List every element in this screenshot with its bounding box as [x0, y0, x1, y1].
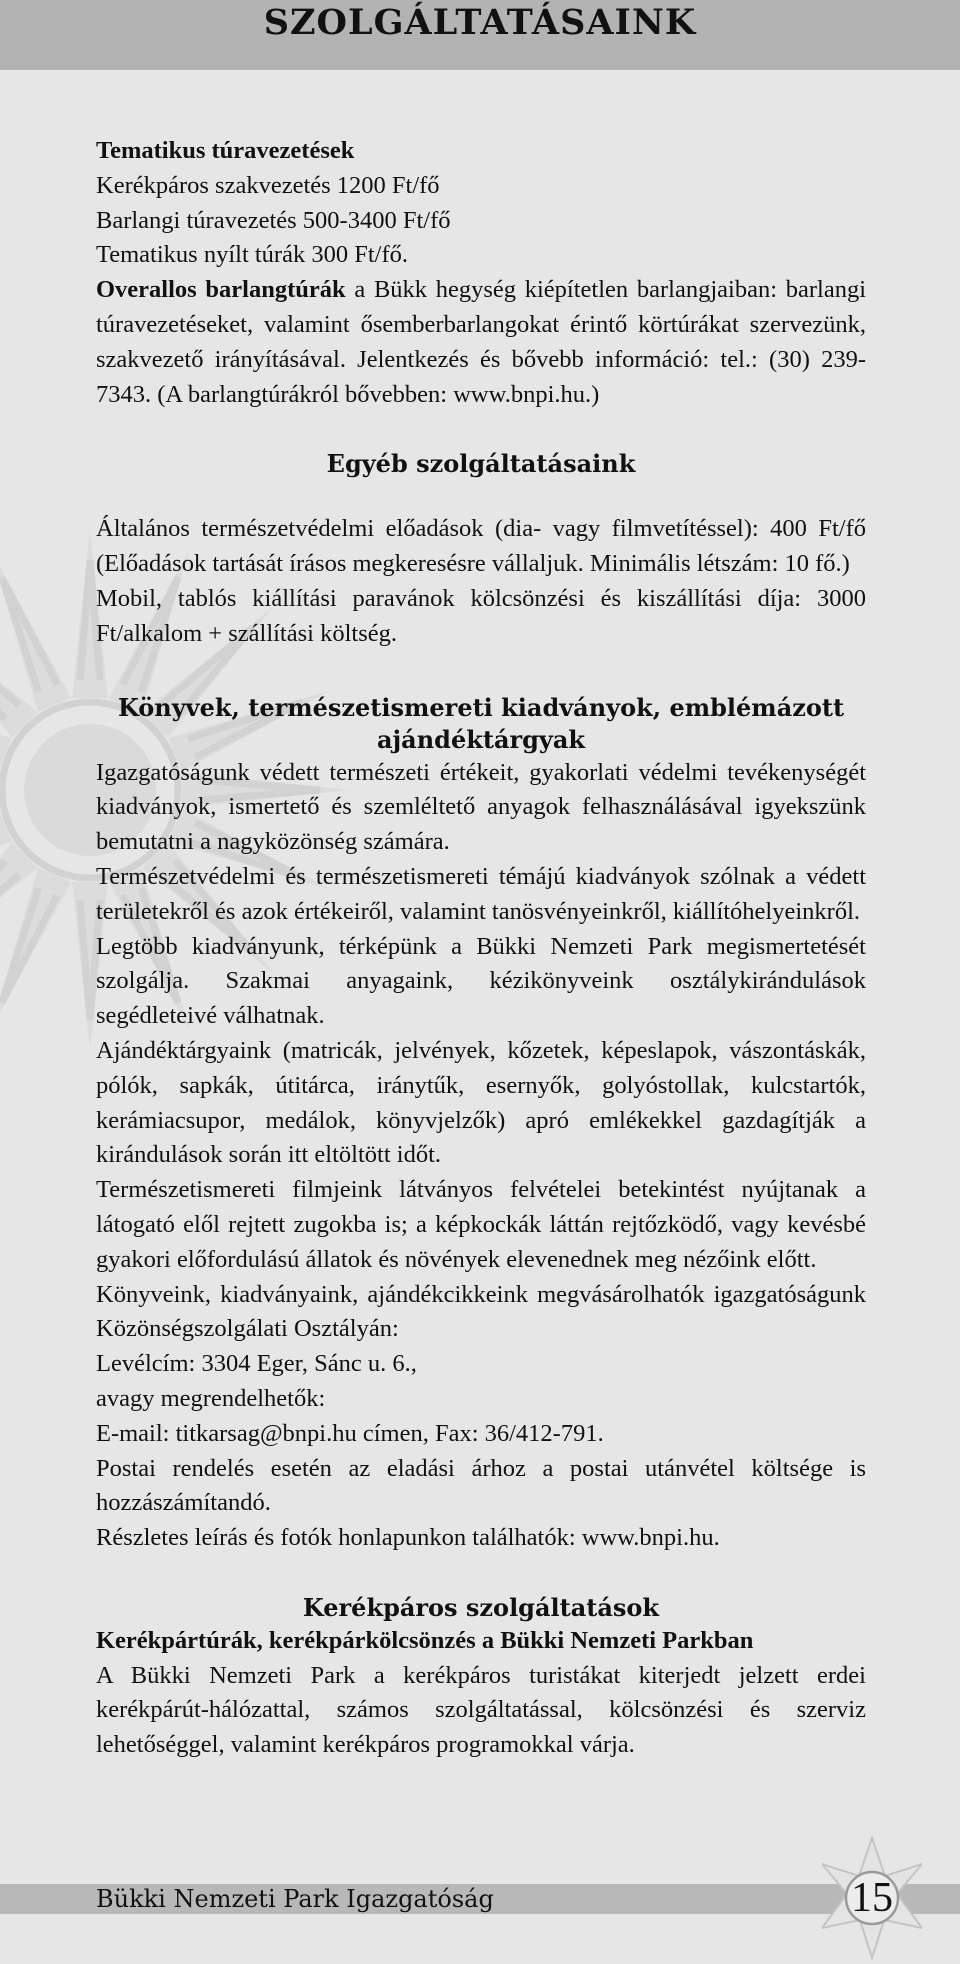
- paragraph: Általános természetvédelmi előadások (dia- vagy filmvetítéssel): 400 Ft/fő (Előadások tartását írásos megkeresésre vállaljuk. Minimális létszám: 10 fő.): [96, 515, 866, 578]
- bike-subtitle: Kerékpártúrák, kerékpárkölcsönzés a Bükki Nemzeti Parkban: [96, 1626, 754, 1654]
- footer-organization: Bükki Nemzeti Park Igazgatóság: [96, 1885, 494, 1913]
- paragraph: Mobil, tablós kiállítási paravánok kölcsönzési és kiszállítási díja: 3000 Ft/alkalom + szállítási költség.: [96, 584, 866, 647]
- price-line: Barlangi túravezetés 500-3400 Ft/fő: [96, 206, 451, 234]
- main-content: [96, 134, 866, 1763]
- postal-address: Levélcím: 3304 Eger, Sánc u. 6.,: [96, 1350, 417, 1378]
- price-line: Kerékpáros szakvezetés 1200 Ft/fő: [96, 171, 440, 199]
- section-heading-tours: Tematikus túravezetések: [96, 137, 355, 164]
- cave-tour-paragraph: [96, 273, 866, 412]
- cave-tour-text: a Bükk hegység kiépítetlen barlangjaiban: barlangi túravezetéseket, valamint ősemberbarlangokat érintő körtúrákat szervezünk, szakvezető irányításával. Jelentkezés és bővebb információ: tel.: (30) 239-7343. (A barlangtúrákról bővebben: www.bnpi.hu.): [96, 276, 866, 408]
- header-bar: [0, 0, 960, 70]
- website-line: Részletes leírás és fotók honlapunkon találhatók: www.bnpi.hu.: [96, 1524, 720, 1552]
- paragraph: Könyveink, kiadványaink, ajándékcikkeink megvásárolhatók igazgatóságunk Közönségszolgálati Osztályán:: [96, 1280, 866, 1343]
- paragraph: A Bükki Nemzeti Park a kerékpáros turistákat kiterjedt jelzett erdei kerékpárút-hálózattal, számos szolgáltatással, kölcsönzési és szerviz lehetőséggel, valamint kerékpáros programokkal várja.: [96, 1661, 866, 1759]
- page-title: SZOLGÁLTATÁSAINK: [263, 2, 697, 43]
- section-heading-bike: Kerékpáros szolgáltatások: [302, 1592, 660, 1622]
- paragraph: Ajándéktárgyaink (matricák, jelvények, kőzetek, képeslapok, vászontáskák, pólók, sapkák, útitárca, iránytűk, esernyők, golyóstollak, kulcstartók, kerámiacsupor, medálok, könyvjelzők) apró emlékekkel gazdagítják a kirándulások során itt eltöltött időt.: [96, 1036, 866, 1169]
- paragraph: Természetvédelmi és természetismereti témájú kiadványok szólnak a védett területekről és azok értékeiről, valamint tanösvényeinkről, kiállítóhelyeinkről.: [96, 862, 866, 925]
- section-heading-other: Egyéb szolgáltatásaink: [326, 449, 636, 479]
- paragraph: Természetismereti filmjeink látványos felvételei betekintést nyújtanak a látogató elől rejtett zugokba is; a képkockák láttán rejtőzködő, vagy kevésbé gyakori előfordulású állatok és növények elevenednek meg nézőink előtt.: [96, 1176, 866, 1273]
- order-line: avagy megrendelhetők:: [96, 1384, 326, 1412]
- cave-tour-lead: Overallos barlangtúrák: [96, 276, 346, 304]
- section-heading-books: Könyvek, természetismereti kiadványok, emblémázott ajándéktárgyak: [117, 692, 845, 754]
- paragraph: Igazgatóságunk védett természeti értékeit, gyakorlati védelmi tevékenységét kiadványok, ismertető és szemléltető anyagok felhasználásával igyekszünk bemutatni a nagyközönség számára.: [96, 758, 866, 856]
- price-line: Tematikus nyílt túrák 300 Ft/fő.: [96, 241, 408, 269]
- contact-email: E-mail: titkarsag@bnpi.hu címen, Fax: 36/412-791.: [96, 1419, 604, 1447]
- page-number: 15: [851, 1875, 893, 1921]
- paragraph: Legtöbb kiadványunk, térképünk a Bükki Nemzeti Park megismertetését szolgálja. Szakmai anyagaink, kézikönyveink osztálykirándulások segédleteivé válhatnak.: [96, 932, 866, 1030]
- postal-order-note: Postai rendelés esetén az eladási árhoz a postai utánvétel költsége is hozzászámítandó.: [96, 1454, 866, 1517]
